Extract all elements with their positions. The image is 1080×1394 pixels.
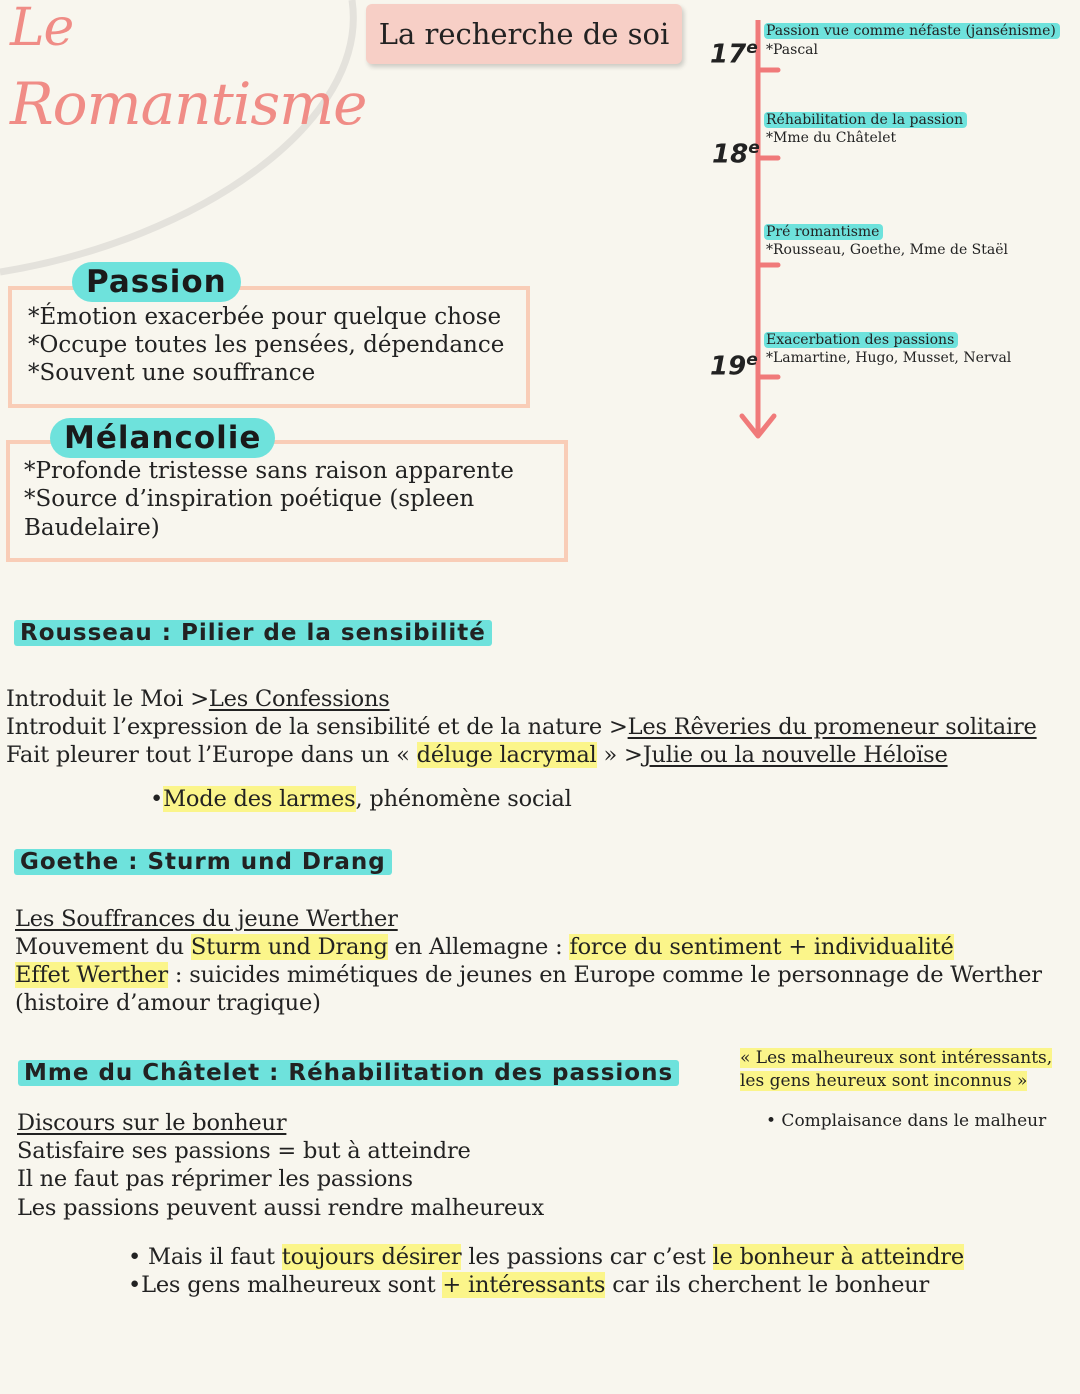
- timeline-entry-4-sub: *Lamartine, Hugo, Musset, Nerval: [766, 350, 1012, 366]
- chatelet-line-4: Les passions peuvent aussi rendre malheureux: [17, 1195, 544, 1221]
- goethe-line-1: [15, 906, 398, 932]
- text: les passions car c’est: [461, 1244, 713, 1270]
- chatelet-side-bullet: • Complaisance dans le malheur: [766, 1111, 1047, 1131]
- quote-line: les gens heureux sont inconnus »: [740, 1071, 1028, 1091]
- text: •Les gens malheureux sont: [128, 1272, 443, 1298]
- passion-item: *Occupe toutes les pensées, dépendance: [28, 332, 505, 358]
- title-line-1: Le: [10, 0, 74, 58]
- title-line-2: Romantisme: [10, 70, 367, 138]
- rousseau-bullet: [150, 786, 572, 812]
- passion-item: *Émotion exacerbée pour quelque chose: [28, 304, 502, 330]
- text: car ils cherchent le bonheur: [605, 1272, 930, 1298]
- timeline-entry-2-title: Réhabilitation de la passion: [764, 112, 967, 128]
- work-title: Discours sur le bonheur: [17, 1110, 287, 1136]
- timeline-entry-3-sub: *Rousseau, Goethe, Mme de Staël: [766, 242, 1008, 258]
- goethe-line-2: [15, 934, 954, 960]
- topic-box: La recherche de soi: [366, 4, 682, 64]
- chatelet-quote: [740, 1071, 1027, 1091]
- century-17: 17e: [710, 38, 758, 70]
- passion-item: *Souvent une souffrance: [28, 360, 316, 386]
- highlight: Mode des larmes: [163, 786, 356, 812]
- work-title: Julie ou la nouvelle Héloïse: [642, 742, 948, 768]
- quote-line: « Les malheureux sont intéressants,: [740, 1048, 1053, 1068]
- chatelet-line-2: Satisfaire ses passions = but à atteindre: [17, 1138, 471, 1164]
- highlight: Effet Werther: [15, 962, 168, 988]
- text: Mouvement du: [15, 934, 191, 960]
- chatelet-line-1: [17, 1110, 286, 1136]
- text: Introduit l’expression de la sensibilité et de la nature >: [6, 714, 628, 740]
- melancolie-heading: Mélancolie: [50, 418, 275, 458]
- chatelet-bullet-2: [128, 1272, 929, 1298]
- text: » >: [596, 742, 643, 768]
- rousseau-line-2: [6, 714, 1037, 740]
- work-title: Les Confessions: [208, 686, 390, 712]
- goethe-heading: Goethe : Sturm und Drang: [14, 849, 392, 875]
- text: en Allemagne :: [387, 934, 570, 960]
- century-19: 19e: [710, 350, 758, 382]
- text: Introduit le Moi >: [6, 686, 209, 712]
- bullet: •: [150, 786, 164, 812]
- highlight: Sturm und Drang: [190, 934, 388, 960]
- highlight: + intéressants: [442, 1272, 606, 1298]
- highlight: le bonheur à atteindre: [712, 1244, 964, 1270]
- text: Fait pleurer tout l’Europe dans un «: [6, 742, 417, 768]
- timeline-entry-1-sub: *Pascal: [766, 42, 818, 58]
- timeline-entry-1-title: Passion vue comme néfaste (jansénisme): [764, 23, 1060, 39]
- timeline-entry-2-sub: *Mme du Châtelet: [766, 130, 897, 146]
- highlight: toujours désirer: [281, 1244, 462, 1270]
- passion-heading: Passion: [72, 262, 241, 302]
- chatelet-line-3: Il ne faut pas réprimer les passions: [17, 1166, 413, 1192]
- melancolie-item: Baudelaire): [24, 515, 160, 541]
- timeline-entry-3-title: Pré romantisme: [764, 224, 883, 240]
- melancolie-item: *Source d’inspiration poétique (spleen: [24, 486, 475, 512]
- chatelet-bullet-1: [128, 1244, 964, 1270]
- work-title: Les Rêveries du promeneur solitaire: [627, 714, 1037, 740]
- text: • Mais il faut: [128, 1244, 282, 1270]
- rousseau-line-1: [6, 686, 390, 712]
- goethe-line-4: (histoire d’amour tragique): [15, 990, 321, 1016]
- chatelet-quote: [740, 1048, 1052, 1068]
- timeline-entry-4-title: Exacerbation des passions: [764, 332, 958, 348]
- text: , phénomène social: [355, 786, 572, 812]
- text: : suicides mimétiques de jeunes en Europe comme le personnage de Werther: [167, 962, 1042, 988]
- rousseau-heading: Rousseau : Pilier de la sensibilité: [14, 620, 492, 646]
- rousseau-line-3: [6, 742, 948, 768]
- goethe-line-3: [15, 962, 1042, 988]
- century-18: 18e: [712, 138, 760, 170]
- highlight: déluge lacrymal: [416, 742, 597, 768]
- melancolie-item: *Profonde tristesse sans raison apparente: [24, 458, 514, 484]
- chatelet-heading: Mme du Châtelet : Réhabilitation des passions: [18, 1060, 679, 1086]
- work-title: Les Souffrances du jeune Werther: [15, 906, 398, 932]
- highlight: force du sentiment + individualité: [569, 934, 954, 960]
